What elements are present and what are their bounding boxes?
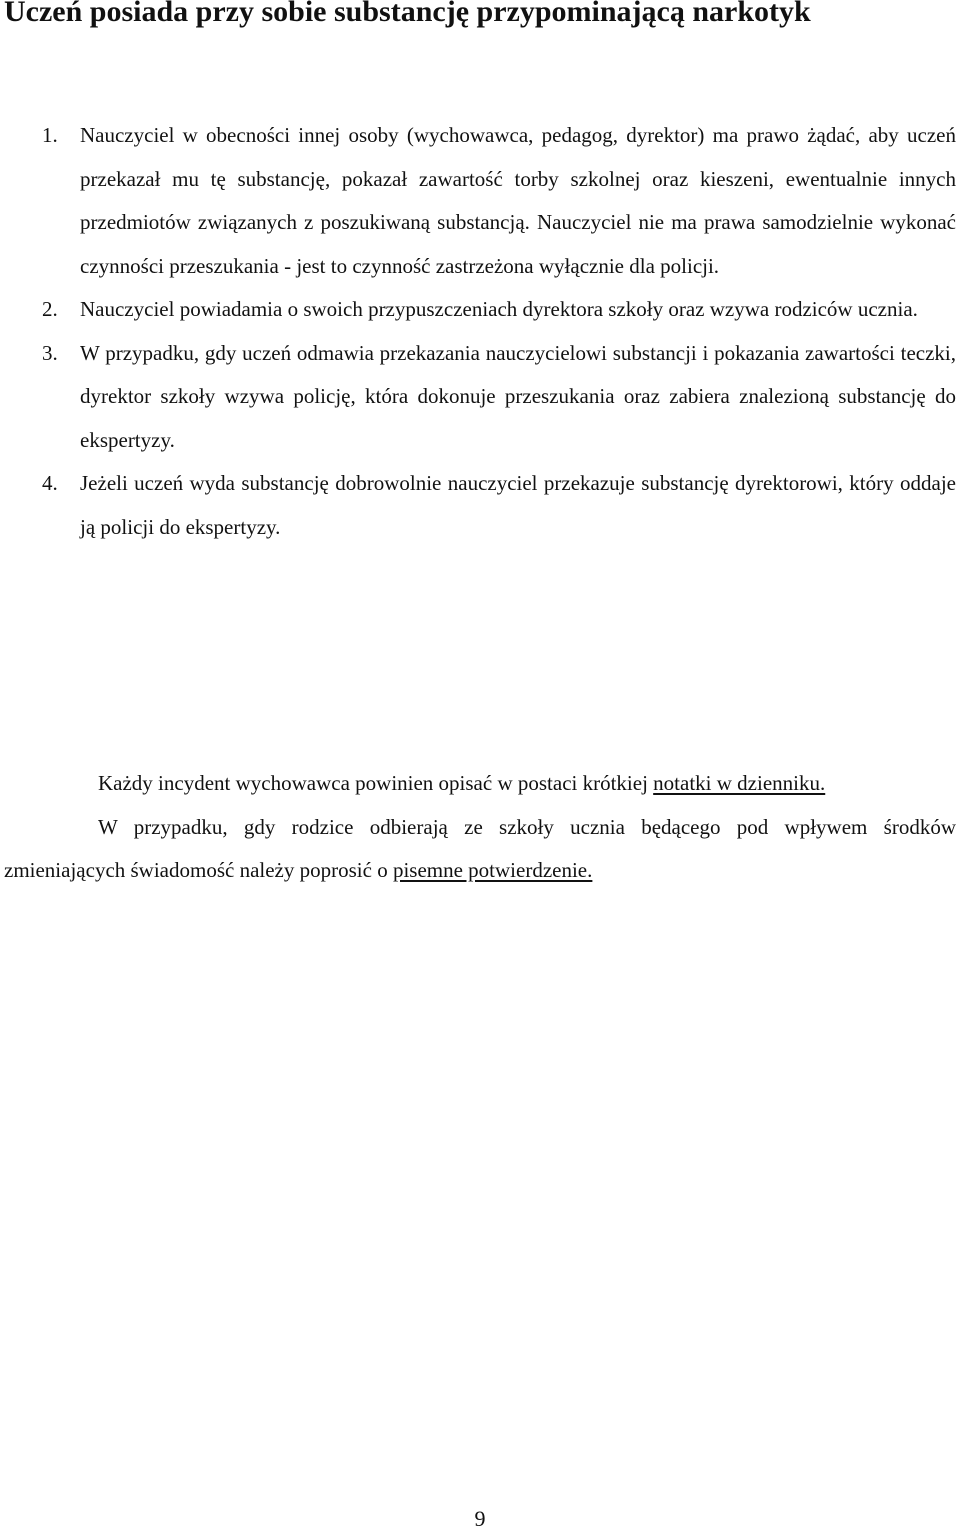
list-item-text: Nauczyciel powiadamia o swoich przypuszczeniach dyrektora szkoły oraz wzywa rodziców ucznia. — [80, 297, 918, 321]
list-item-number: 2. — [42, 297, 58, 321]
note-text: Każdy incydent wychowawca powinien opisać w postaci krótkiej — [98, 771, 654, 795]
procedure-list — [0, 114, 956, 549]
note-paragraph — [4, 762, 956, 806]
notes-section — [4, 762, 956, 893]
note-text: W przypadku, gdy rodzice odbierają ze szkoły ucznia będącego pod wpływem środków zmieniających świadomość należy poprosić o — [4, 814, 956, 882]
list-item — [0, 288, 956, 332]
list-item-text: W przypadku, gdy uczeń odmawia przekazania nauczycielowi substancji i pokazania zawartości teczki, dyrektor szkoły wzywa policję, która dokonuje przeszukania oraz zabiera znalezioną substancję do ekspertyzy. — [80, 340, 956, 452]
list-item-number: 4. — [42, 471, 58, 495]
list-item — [0, 332, 956, 463]
page-number: 9 — [474, 1506, 486, 1531]
note-paragraph — [4, 806, 956, 893]
list-item-number: 1. — [42, 123, 58, 147]
note-underlined-text: pisemne potwierdzenie. — [392, 858, 593, 882]
list-item-number: 3. — [42, 340, 58, 365]
list-item-text: Jeżeli uczeń wyda substancję dobrowolnie nauczyciel przekazuje substancję dyrektorowi, który oddaje ją policji do ekspertyzy. — [80, 471, 956, 539]
list-item — [0, 114, 956, 288]
list-item — [0, 462, 956, 549]
page-title: Uczeń posiada przy sobie substancję przypominającą narkotyk — [4, 0, 811, 28]
list-item-text: Nauczyciel w obecności innej osoby (wychowawca, pedagog, dyrektor) ma prawo żądać, aby uczeń przekazał mu tę substancję, pokazał zawartość torby szkolnej oraz kieszeni, ewentualnie innych przedmiotów związanych z poszukiwaną substancją. Nauczyciel nie ma prawa samodzielnie wykonać czynności przeszukania - jest to czynność zastrzeżona wyłącznie dla policji. — [80, 123, 956, 278]
note-underlined-text: notatki w dzienniku. — [653, 771, 826, 795]
